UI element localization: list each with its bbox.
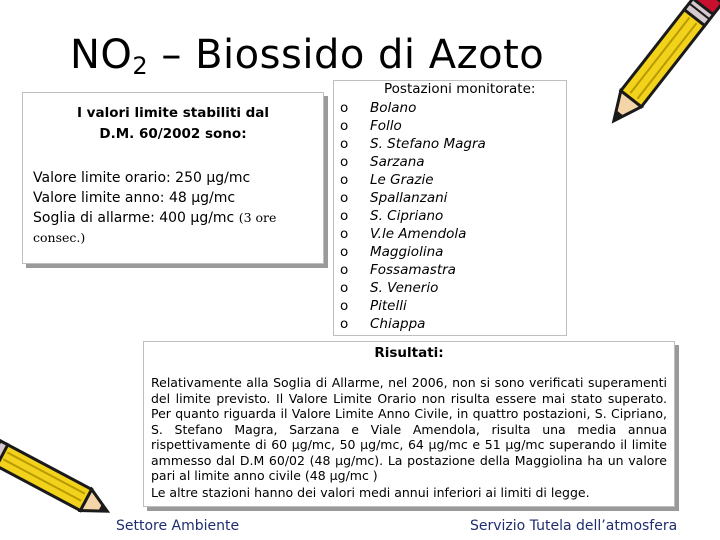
station-bullet: o <box>340 172 349 188</box>
pencil-icon <box>0 428 118 536</box>
limits-lines <box>33 168 276 248</box>
station-bullet: o <box>340 244 349 260</box>
station-item <box>340 99 486 117</box>
station-item <box>340 207 486 225</box>
limits-heading <box>23 103 323 145</box>
station-name: Maggiolina <box>370 244 444 260</box>
station-name: Spallanzani <box>370 190 448 206</box>
station-item <box>340 135 486 153</box>
station-name: Le Grazie <box>370 172 434 188</box>
stations-box <box>333 80 567 336</box>
station-item <box>340 225 486 243</box>
station-bullet: o <box>340 280 349 296</box>
results-conclusion: Le altre stazioni hanno dei valori medi annui inferiori ai limiti di legge. <box>151 485 590 500</box>
station-bullet: o <box>340 136 349 152</box>
station-item <box>340 315 486 333</box>
title-rest: – Biossido di Azoto <box>148 32 545 78</box>
results-box <box>143 341 675 507</box>
station-item <box>340 153 486 171</box>
limits-heading-line1: I valori limite stabiliti dal <box>76 105 270 121</box>
station-item <box>340 189 486 207</box>
station-name: S. Stefano Magra <box>370 136 486 152</box>
station-bullet: o <box>340 100 349 116</box>
station-bullet: o <box>340 316 349 332</box>
station-bullet: o <box>340 190 349 206</box>
limits-heading-line2: D.M. 60/2002 sono: <box>99 126 247 142</box>
footer-right: Servizio Tutela dell’atmosfera <box>470 518 678 534</box>
station-name: V.le Amendola <box>370 226 467 242</box>
station-bullet: o <box>340 262 349 278</box>
station-name: Follo <box>370 118 402 134</box>
page-title <box>70 32 544 80</box>
limit-hourly: Valore limite orario: 250 μg/mc <box>33 170 251 186</box>
limit-alarm: Soglia di allarme: 400 μg/mc <box>33 210 235 226</box>
limit-alarm-row <box>33 208 276 228</box>
results-body: Relativamente alla Soglia di Allarme, nel 2006, non si sono verificati superamenti del limite previsto. Il Valore Limite Orario non risulta essere mai stato superato. Per quanto riguarda il Valore Limite Anno Civile, in quattro postazioni, S. Cipriano, S. Stefano Magra, Sarzana e Viale Amendola, risulta una media annua rispettivamente di 60 μg/mc, 50 μg/mc, 64 μg/mc e 51 μg/mc superando il limite ammesso dal D.M 60/02 (48 μg/mc). La postazione della Maggiolina ha un valore pari al limite anno civile (48 μg/mc ) <box>151 375 667 483</box>
station-name: Sarzana <box>370 154 425 170</box>
station-item <box>340 117 486 135</box>
station-name: S. Venerio <box>370 280 439 296</box>
title-main: NO <box>70 32 133 78</box>
footer-left: Settore Ambiente <box>116 518 240 534</box>
station-bullet: o <box>340 298 349 314</box>
limit-alarm-note: (3 ore <box>238 210 277 225</box>
station-name: S. Cipriano <box>370 208 444 224</box>
station-name: Pitelli <box>370 298 407 314</box>
limit-alarm-note-cont: consec.) <box>33 230 86 245</box>
limit-yearly: Valore limite anno: 48 μg/mc <box>33 190 236 206</box>
results-heading: Risultati: <box>374 345 444 361</box>
station-name: Chiappa <box>370 316 426 332</box>
station-name: Fossamastra <box>370 262 456 278</box>
station-name: Bolano <box>370 100 417 116</box>
title-subscript: 2 <box>132 52 149 80</box>
station-bullet: o <box>340 226 349 242</box>
station-item <box>340 297 486 315</box>
station-item <box>340 279 486 297</box>
station-bullet: o <box>340 118 349 134</box>
station-item <box>340 171 486 189</box>
station-bullet: o <box>340 154 349 170</box>
station-item <box>340 261 486 279</box>
limits-box <box>22 92 324 264</box>
stations-heading: Postazioni monitorate: <box>384 81 536 97</box>
station-bullet: o <box>340 208 349 224</box>
stations-list <box>340 99 486 333</box>
pencil-icon <box>590 5 715 140</box>
station-item <box>340 243 486 261</box>
